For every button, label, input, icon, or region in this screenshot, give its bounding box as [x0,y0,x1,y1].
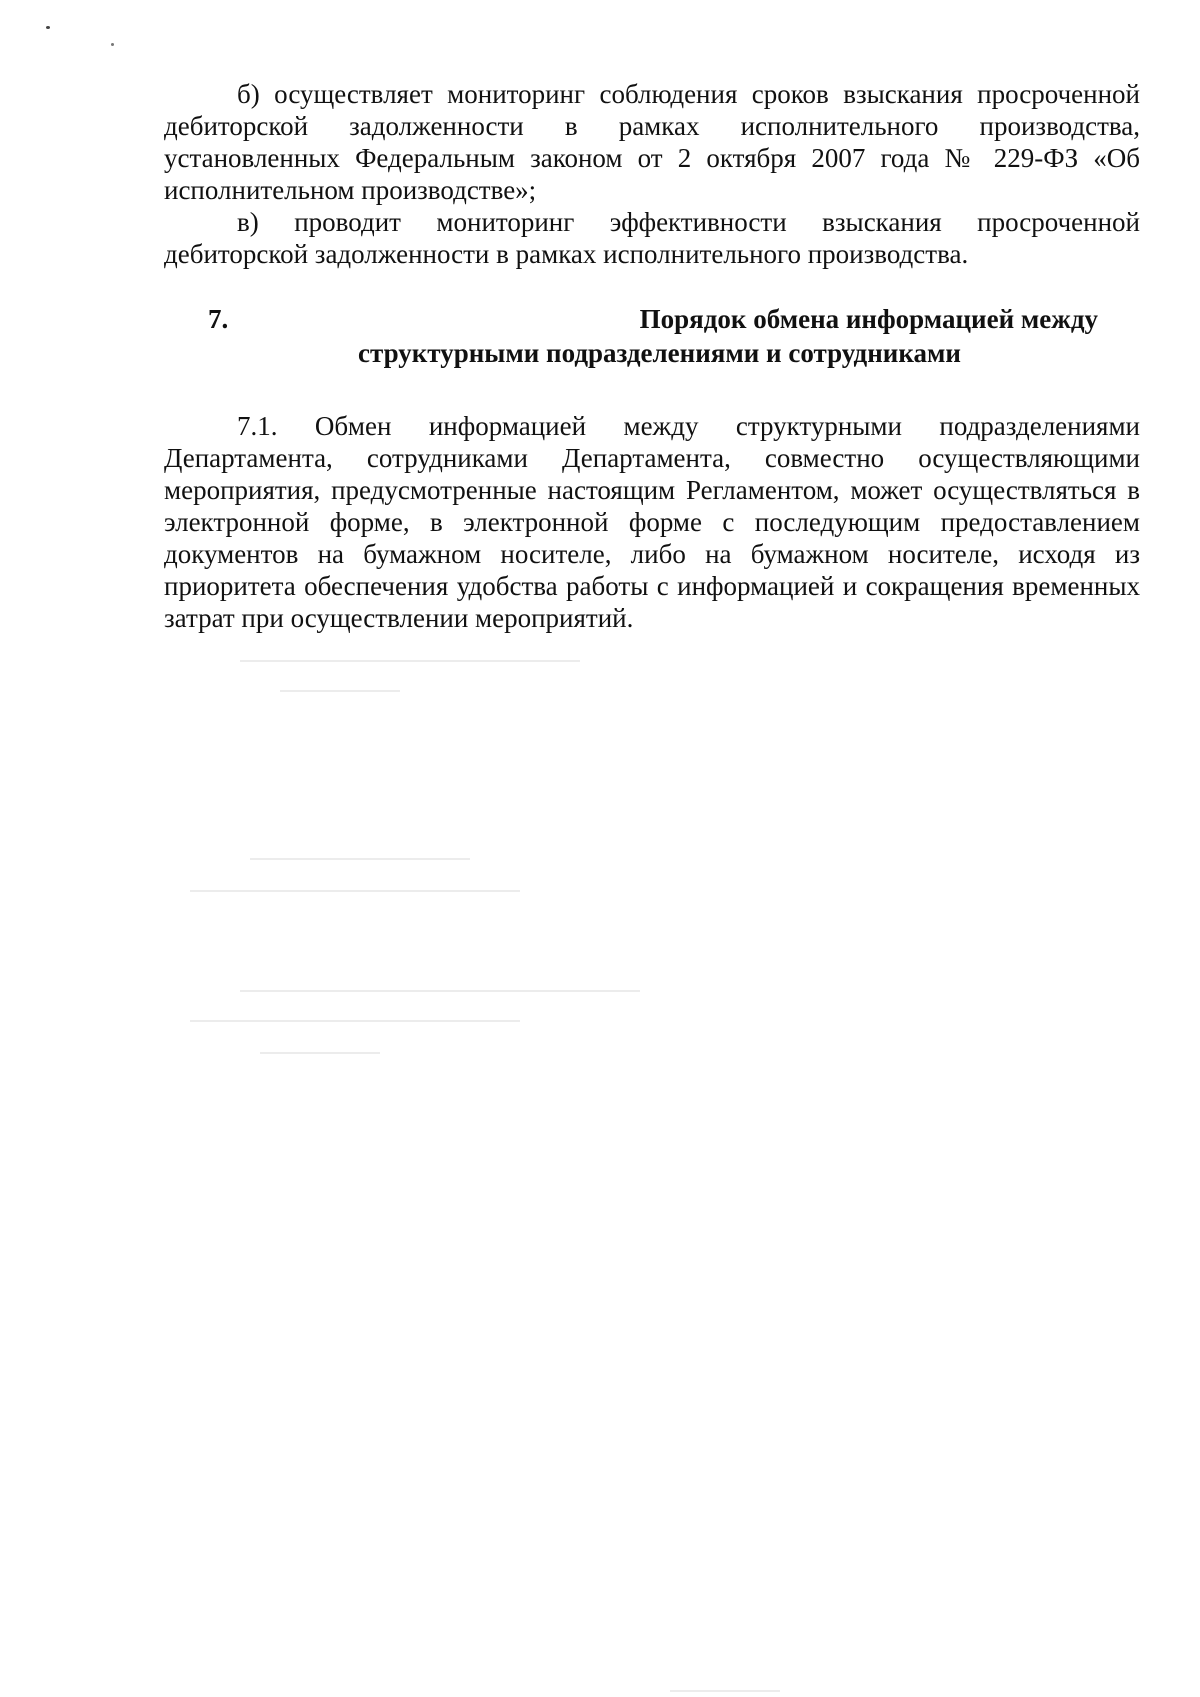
bleed-through-mark [240,990,640,992]
scan-speck [46,26,50,29]
section-number: 7. [208,304,229,334]
bleed-through-mark [260,1052,380,1054]
bleed-through-mark [190,890,520,892]
section-title-line1: Порядок обмена информацией между [639,304,1098,334]
bleed-through-mark [240,660,580,662]
item-7-1-block [164,410,1140,634]
item-v-block [164,206,1140,270]
item-b-paragraph: б) осуществляет мониторинг соблюдения сроков взыскания просроченной дебиторской задолженности в рамках исполнительного производства, установленных Федеральным законом от 2 октября 2007 года № 229-ФЗ «Об исполнительном производстве»; [164,79,1140,205]
bleed-through-mark [250,858,470,860]
section-title-line2: структурными подразделениями и сотрудниками [358,338,961,368]
bleed-through-mark [670,1690,780,1692]
bleed-through-mark [190,1020,520,1022]
item-b-block [164,78,1140,206]
item-v-paragraph: в) проводит мониторинг эффективности взыскания просроченной дебиторской задолженности в рамках исполнительного производства. [164,207,1140,269]
item-7-1-paragraph: 7.1. Обмен информацией между структурными подразделениями Департамента, сотрудниками Департамента, совместно осуществляющими мероприятия, предусмотренные настоящим Регламентом, может осуществляться в электронной форме, в электронной форме с последующим предоставлением документов на бумажном носителе, либо на бумажном носителе, исходя из приоритета обеспечения удобства работы с информацией и сокращения временных затрат при осуществлении мероприятий. [164,411,1140,633]
bleed-through-mark [280,690,400,692]
scan-speck [111,43,114,46]
section-heading [164,302,1140,372]
